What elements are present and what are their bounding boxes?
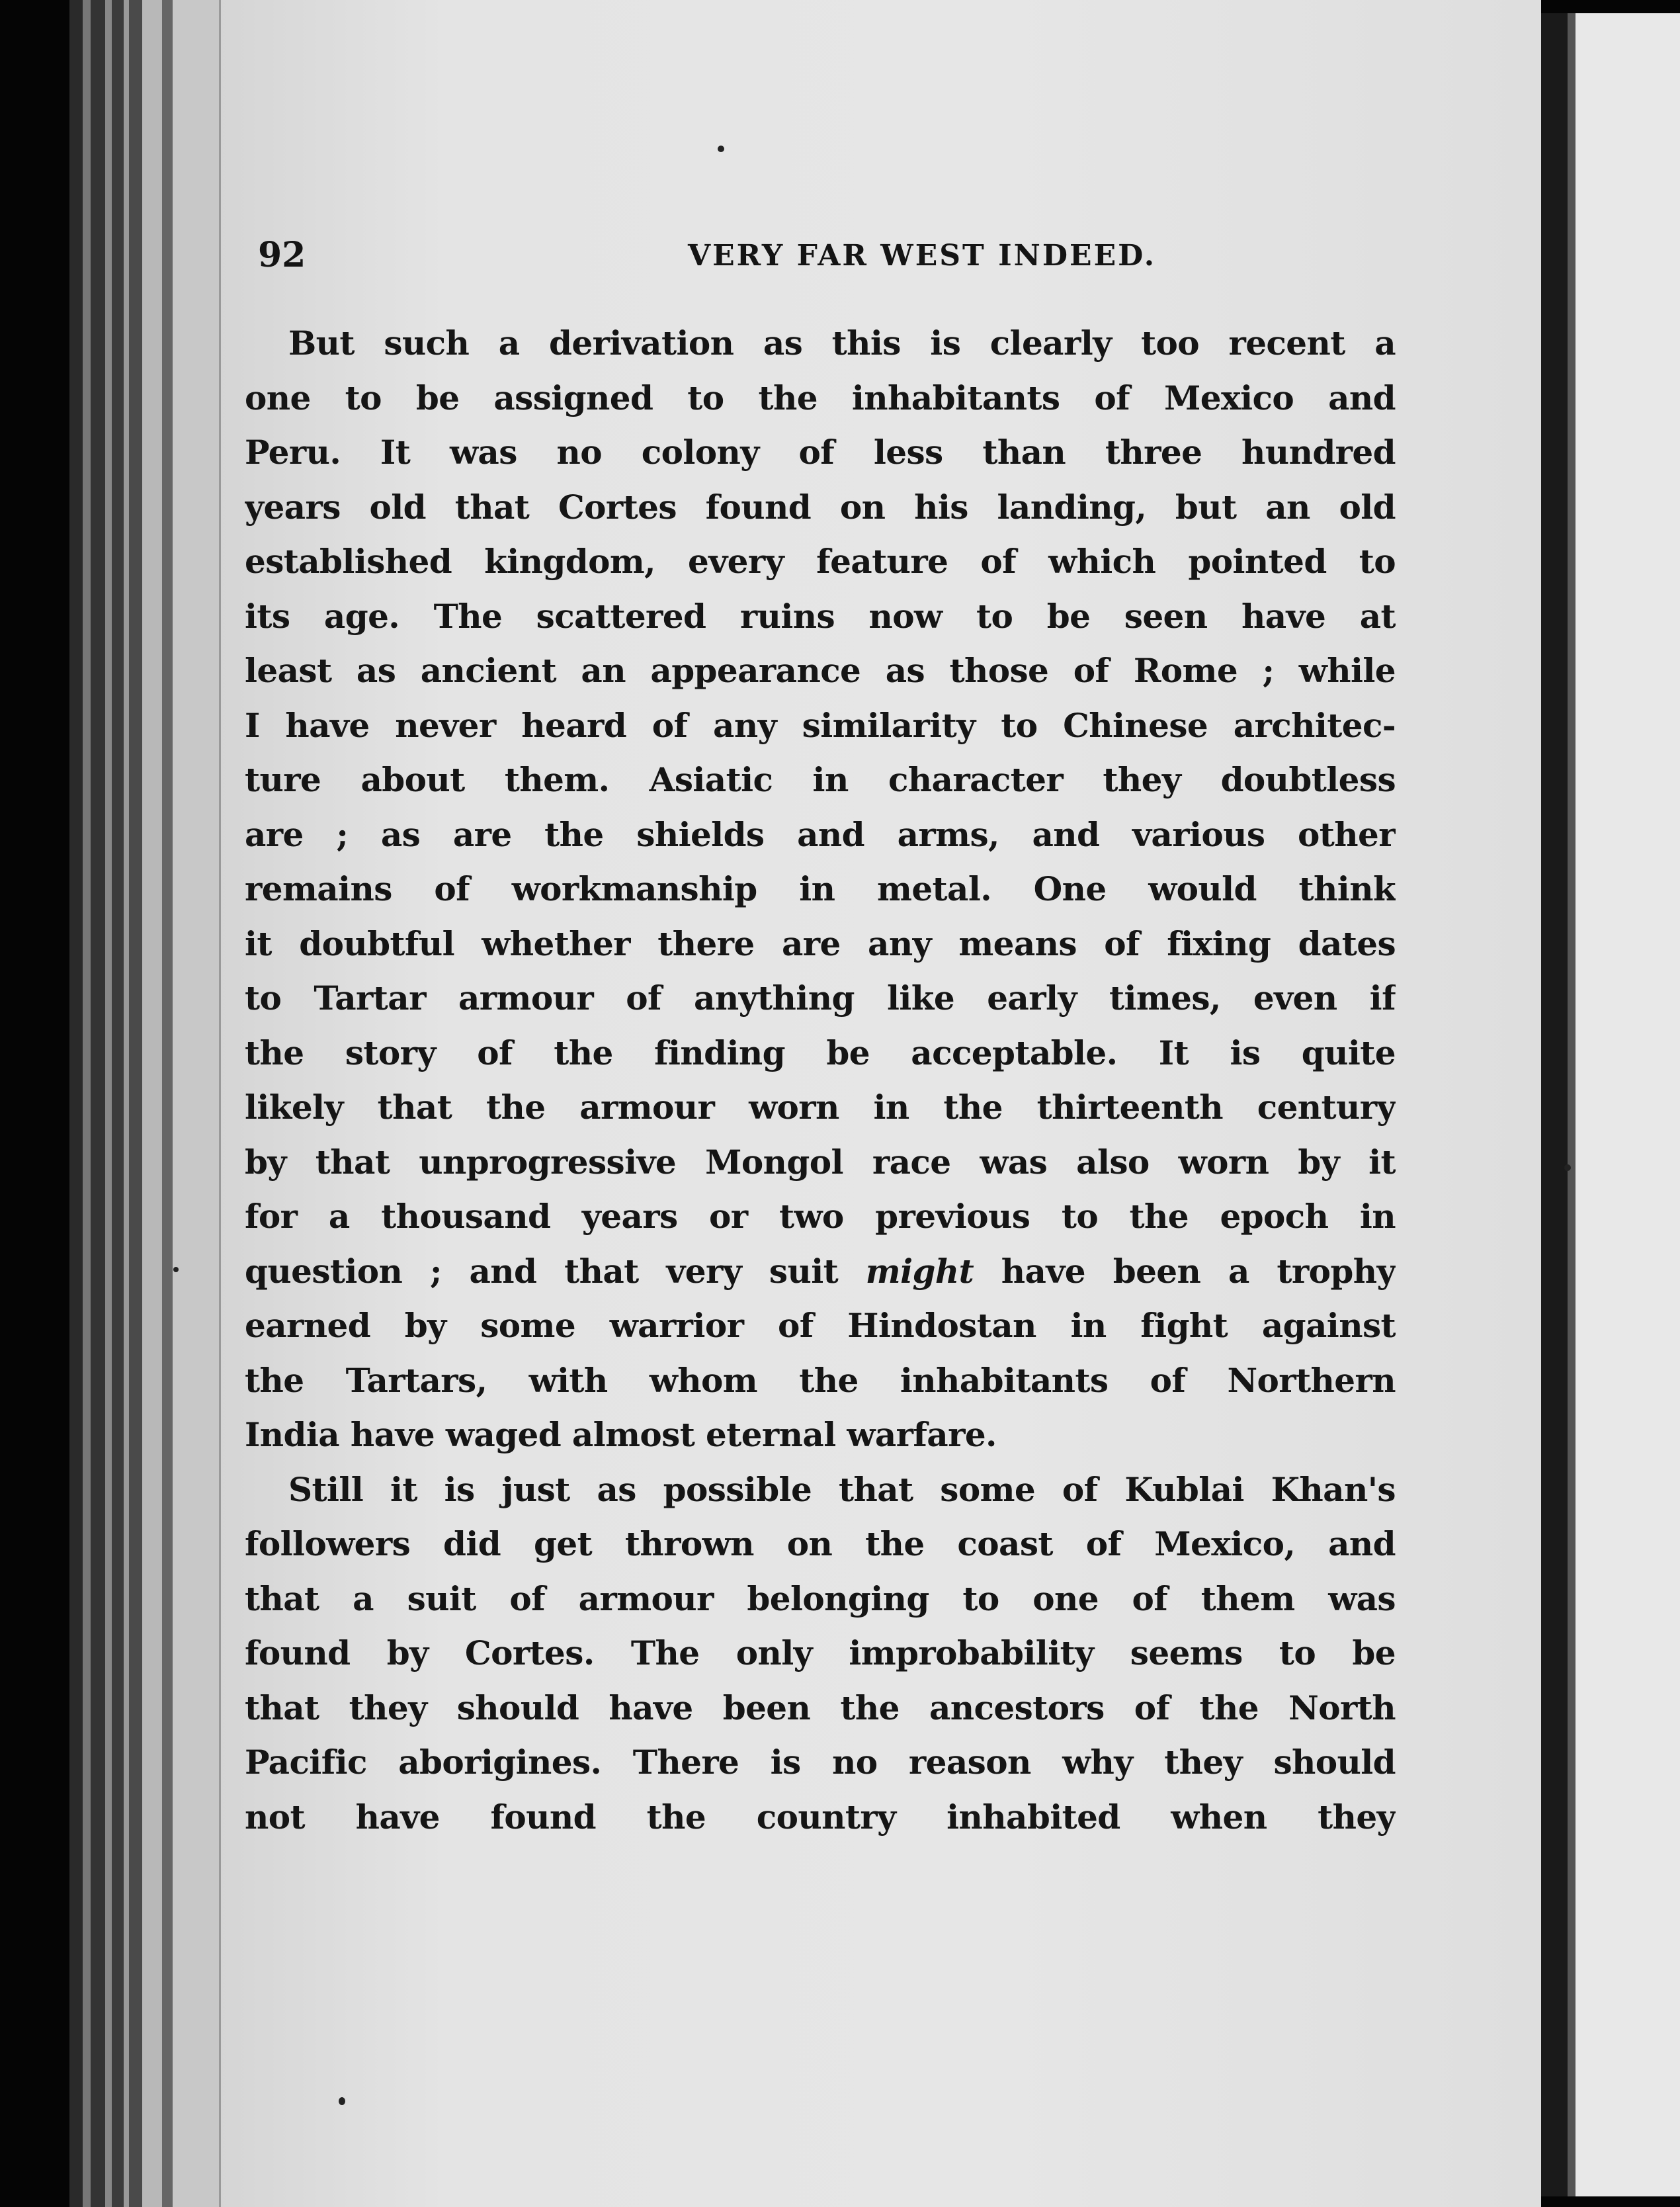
text-line-with-italic [245,1244,1396,1299]
book-edge-stripe [69,0,83,2207]
text-line: Peru. It was no colony of less than three hundred [245,433,1396,472]
book-edge-stripe [91,0,105,2207]
text-line: by that unprogressive Mongol race was also worn by it [245,1142,1396,1182]
text-line: not have found the country inhabited when they [245,1797,1396,1837]
page-number: 92 [258,235,306,275]
text-line: one to be assigned to the inhabitants of Mexico and [245,378,1396,417]
text-line: found by Cortes. The only improbability seems to be [245,1633,1396,1672]
book-edge-stripe [112,0,124,2207]
text-line: to Tartar armour of anything like early times, even if [245,978,1396,1017]
scan-speck [339,2097,345,2105]
text-line: its age. The scattered ruins now to be seen have at [245,596,1396,636]
text-line: years old that Cortes found on his landing, but an old [245,487,1396,527]
facing-page [1568,13,1680,2196]
text-line: that a suit of armour belonging to one of them was [245,1579,1396,1618]
text-line: remains of workmanship in metal. One would think [245,869,1396,908]
book-edge-stripe [83,0,91,2207]
text-line: it doubtful whether there are any means of fixing dates [245,924,1396,963]
facing-page-edge [1568,13,1575,2196]
scan-speck [718,146,724,152]
book-edge-stripe [142,0,162,2207]
text-line: the story of the finding be acceptable. It is quite [245,1033,1396,1072]
text-line: established kingdom, every feature of which pointed to [245,542,1396,581]
gutter-shadow [1541,13,1568,2196]
text-line: India have waged almost eternal warfare. [245,1415,997,1454]
text-line: the Tartars, with whom the inhabitants of Northern [245,1360,1396,1400]
book-edge-stripe [129,0,142,2207]
scan-speck [1564,1164,1571,1171]
body-text [245,316,1396,1844]
text-line: earned by some warrior of Hindostan in fight against [245,1306,1396,1345]
text-line: for a thousand years or two previous to the epoch in [245,1197,1396,1236]
book-edge-stripe [162,0,173,2207]
text-line: I have never heard of any similarity to Chinese architec- [245,705,1396,745]
page-torn-edge [173,0,221,2207]
running-head: VERY FAR WEST INDEED. [688,239,1157,273]
italic-word: might [865,1251,974,1291]
text-line: least as ancient an appearance as those of Rome ; while [245,651,1396,690]
book-edge-stripe [105,0,112,2207]
text-line: But such a derivation as this is clearly too recent a [288,324,1396,363]
text-segment: question ; and that very suit [245,1251,866,1291]
page-header [258,235,1409,281]
text-line: likely that the armour worn in the thirteenth century [245,1088,1396,1127]
text-line: are ; as are the shields and arms, and various other [245,814,1396,854]
text-line: Pacific aborigines. There is no reason why they should [245,1743,1396,1782]
text-line: ture about them. Asiatic in character they doubtless [245,760,1396,799]
text-line: followers did get thrown on the coast of Mexico, and [245,1524,1396,1563]
text-line: that they should have been the ancestors of the North [245,1688,1396,1727]
text-segment: have been a trophy [974,1251,1396,1291]
scan-speck [173,1267,179,1272]
book-edge-stripe [124,0,129,2207]
text-line: Still it is just as possible that some of Kublai Khan's [288,1469,1396,1509]
